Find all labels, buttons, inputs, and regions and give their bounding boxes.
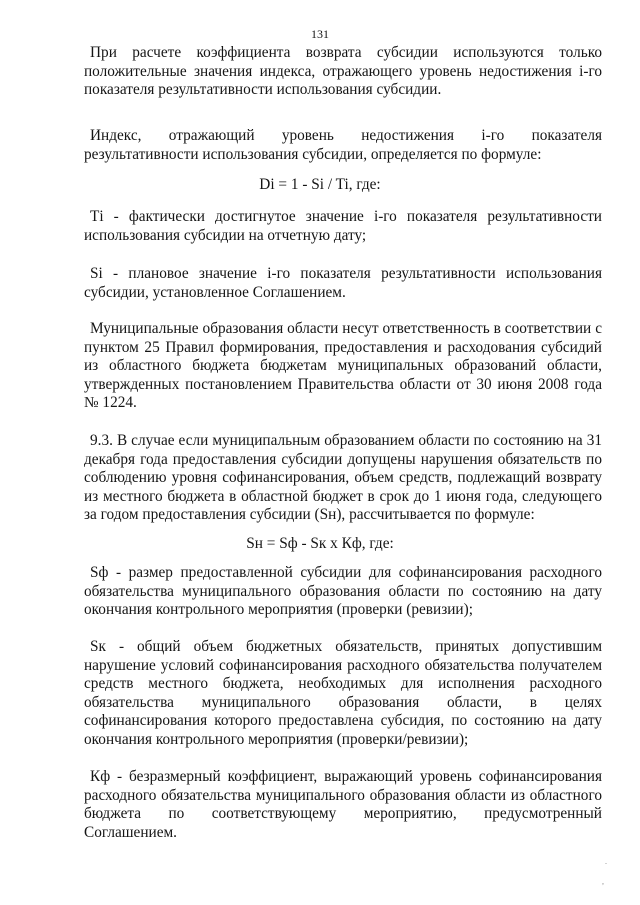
paragraph-3: Тi - фактически достигнутое значение i-го показателя результативности использования субсидии на отчетную дату; (84, 208, 602, 244)
page-number: 131 (311, 27, 329, 41)
paragraph-7: Sф - размер предоставленной субсидии для софинансирования расходного обязательства муниципального образования области по состоянию на дату окончания контрольного мероприятия (проверки (ревизии); (84, 564, 602, 619)
paragraph-9: Кф - безразмерный коэффициент, выражающий уровень софинансирования расходного обязательства муниципального образования области из областного бюджета по соответствующему мероприятию, предусмотренный Соглашением. (84, 768, 602, 841)
paragraph-2: Индекс, отражающий уровень недостижения i-го показателя результативности использования субсидии, определяется по формуле: (84, 127, 602, 163)
formula-index: Di = 1 - Si / Ti, где: (259, 176, 381, 193)
formula-return-volume: Sн = Sф - Sк x Кф, где: (246, 535, 394, 552)
scan-mark: . (605, 857, 607, 866)
paragraph-5: Муниципальные образования области несут ответственность в соответствии с пунктом 25 Правил формирования, предоставления и расходования субсидий из областного бюджета бюджетам муниципальных образований области, утвержденных постановлением Правительства области от 30 июня 2008 года № 1224. (84, 320, 602, 412)
paragraph-4: Si - плановое значение i-го показателя результативности использования субсидии, установленное Соглашением. (84, 265, 602, 301)
paragraph-1: При расчете коэффициента возврата субсидии используются только положительные значения индекса, отражающего уровень недостижения i-го показателя результативности использования субсидии. (84, 44, 602, 99)
scan-mark: , (602, 877, 604, 886)
paragraph-8: Sк - общий объем бюджетных обязательств, принятых допустившим нарушение условий софинансирования расходного обязательства получателем средств местного бюджета, необходимых для исполнения расходного обязательства муниципального образования области, в целях софинансирования которого предоставлена субсидия, по состоянию на дату окончания контрольного мероприятия (проверки/ревизии); (84, 638, 602, 748)
paragraph-6: 9.3. В случае если муниципальным образованием области по состоянию на 31 декабря года предоставления субсидии допущены нарушения обязательств по соблюдению уровня софинансирования, объем средств, подлежащий возврату из местного бюджета в областной бюджет в срок до 1 июня года, следующего за годом предоставления субсидии (Sн), рассчитывается по формуле: (84, 432, 602, 524)
